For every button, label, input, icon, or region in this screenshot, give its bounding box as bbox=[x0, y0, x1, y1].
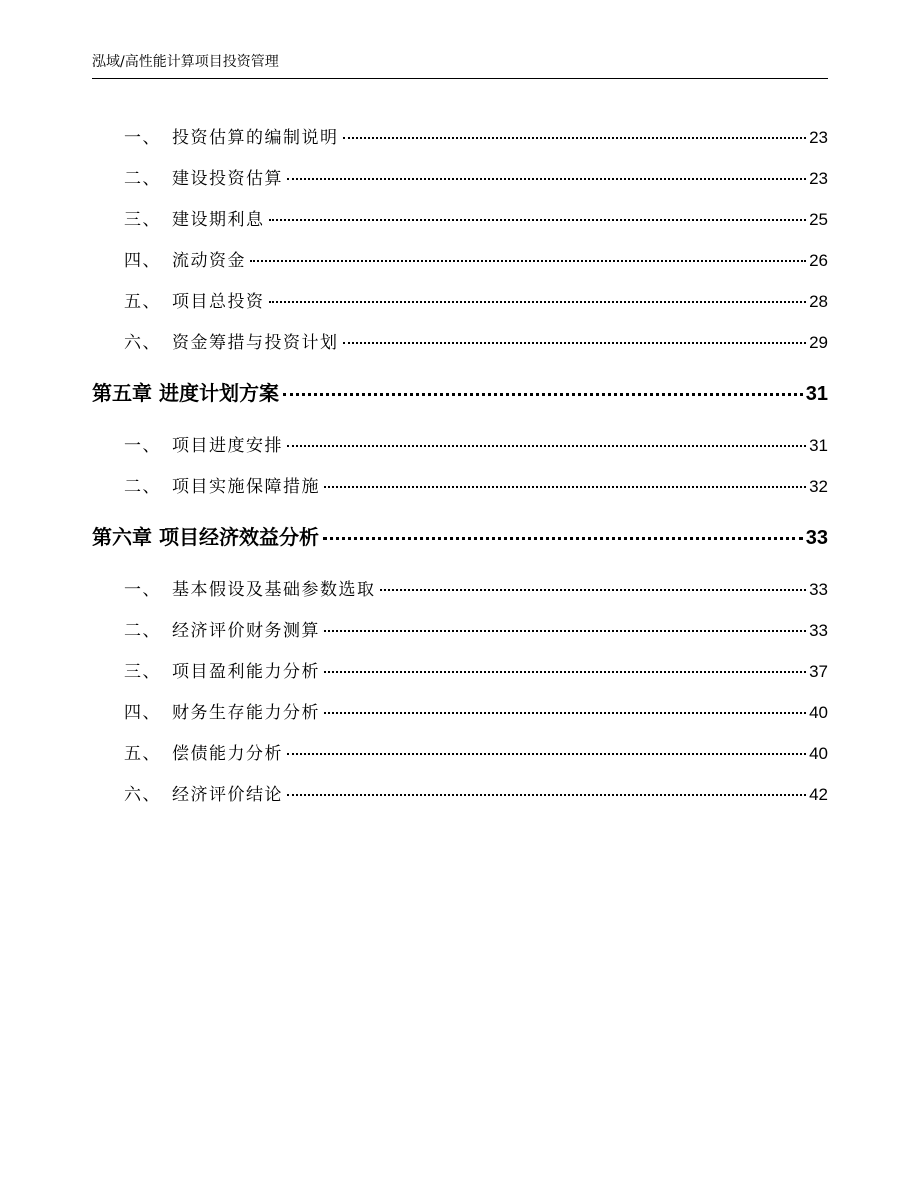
toc-entry-page: 40 bbox=[809, 703, 828, 722]
toc-entry-number: 六、 bbox=[124, 785, 161, 805]
toc-chapter-entry[interactable] bbox=[92, 377, 828, 406]
toc-entry-number: 一、 bbox=[124, 128, 161, 148]
toc-entry-number: 二、 bbox=[124, 169, 161, 189]
toc-entry-page: 28 bbox=[809, 292, 828, 311]
dot-leader bbox=[283, 393, 803, 396]
toc-entry[interactable] bbox=[124, 431, 828, 456]
toc-entry-title: 项目盈利能力分析 bbox=[172, 662, 320, 682]
dot-leader bbox=[324, 712, 806, 714]
dot-leader bbox=[324, 630, 806, 632]
toc-entry-title: 项目实施保障措施 bbox=[172, 477, 320, 497]
toc-entry[interactable] bbox=[124, 205, 828, 230]
dot-leader bbox=[343, 342, 807, 344]
toc-entry-page: 31 bbox=[809, 436, 828, 455]
toc-entry-title: 经济评价财务测算 bbox=[172, 621, 320, 641]
toc-entry-number: 三、 bbox=[124, 662, 161, 682]
toc-entry[interactable] bbox=[124, 287, 828, 312]
toc-entry-title: 偿债能力分析 bbox=[172, 744, 283, 764]
dot-leader bbox=[287, 445, 806, 447]
toc-entry[interactable] bbox=[124, 657, 828, 682]
toc-entry[interactable] bbox=[124, 739, 828, 764]
toc-entry-page: 26 bbox=[809, 251, 828, 270]
toc-entry-page: 42 bbox=[809, 785, 828, 804]
toc-entry-page: 33 bbox=[805, 527, 828, 549]
toc-chapter-title: 第六章 项目经济效益分析 bbox=[92, 525, 319, 549]
toc-entry-page: 31 bbox=[805, 383, 828, 405]
toc-entry-number: 一、 bbox=[124, 436, 161, 456]
toc-entry-number: 五、 bbox=[124, 744, 161, 764]
toc-entry-title: 基本假设及基础参数选取 bbox=[172, 580, 376, 600]
toc-entry-title: 建设投资估算 bbox=[172, 169, 283, 189]
toc-entry[interactable] bbox=[124, 164, 828, 189]
toc-entry-title: 项目总投资 bbox=[172, 292, 265, 312]
toc-entry-page: 33 bbox=[809, 580, 828, 599]
dot-leader bbox=[269, 219, 807, 221]
toc-entry-title: 投资估算的编制说明 bbox=[172, 128, 339, 148]
toc-chapter-entry[interactable] bbox=[92, 521, 828, 550]
toc-entry-page: 32 bbox=[809, 477, 828, 496]
toc-entry-title: 财务生存能力分析 bbox=[172, 703, 320, 723]
dot-leader bbox=[250, 260, 806, 262]
toc-entry-number: 三、 bbox=[124, 210, 161, 230]
dot-leader bbox=[269, 301, 807, 303]
toc-entry-page: 40 bbox=[809, 744, 828, 763]
toc-entry[interactable] bbox=[124, 616, 828, 641]
toc-entry-page: 29 bbox=[809, 333, 828, 352]
toc-entry-title: 经济评价结论 bbox=[172, 785, 283, 805]
toc-entry-page: 23 bbox=[809, 128, 828, 147]
page-header: 泓域/高性能计算项目投资管理 bbox=[92, 54, 279, 70]
toc-entry[interactable] bbox=[124, 472, 828, 497]
toc-chapter-title: 第五章 进度计划方案 bbox=[92, 381, 279, 405]
toc-entry-page: 37 bbox=[809, 662, 828, 681]
toc-entry[interactable] bbox=[124, 246, 828, 271]
toc-entry-title: 建设期利息 bbox=[172, 210, 265, 230]
toc-entry-title: 项目进度安排 bbox=[172, 436, 283, 456]
toc-entry-page: 23 bbox=[809, 169, 828, 188]
toc-entry-title: 流动资金 bbox=[172, 251, 246, 271]
toc-entry-title: 资金筹措与投资计划 bbox=[172, 333, 339, 353]
toc-entry-page: 33 bbox=[809, 621, 828, 640]
dot-leader bbox=[324, 671, 806, 673]
toc-entry-number: 五、 bbox=[124, 292, 161, 312]
toc-entry-number: 四、 bbox=[124, 703, 161, 723]
dot-leader bbox=[287, 178, 806, 180]
dot-leader bbox=[323, 537, 803, 540]
toc-entry[interactable] bbox=[124, 123, 828, 148]
dot-leader bbox=[343, 137, 807, 139]
toc-entry[interactable] bbox=[124, 328, 828, 353]
toc-entry-number: 二、 bbox=[124, 477, 161, 497]
toc-entry-number: 一、 bbox=[124, 580, 161, 600]
toc-entry[interactable] bbox=[124, 698, 828, 723]
dot-leader bbox=[287, 753, 806, 755]
toc-entry-number: 四、 bbox=[124, 251, 161, 271]
dot-leader bbox=[287, 794, 806, 796]
toc-entry-number: 二、 bbox=[124, 621, 161, 641]
toc-entry-number: 六、 bbox=[124, 333, 161, 353]
toc-entry[interactable] bbox=[124, 575, 828, 600]
toc-entry-page: 25 bbox=[809, 210, 828, 229]
dot-leader bbox=[380, 589, 807, 591]
toc-entry[interactable] bbox=[124, 780, 828, 805]
dot-leader bbox=[324, 486, 806, 488]
